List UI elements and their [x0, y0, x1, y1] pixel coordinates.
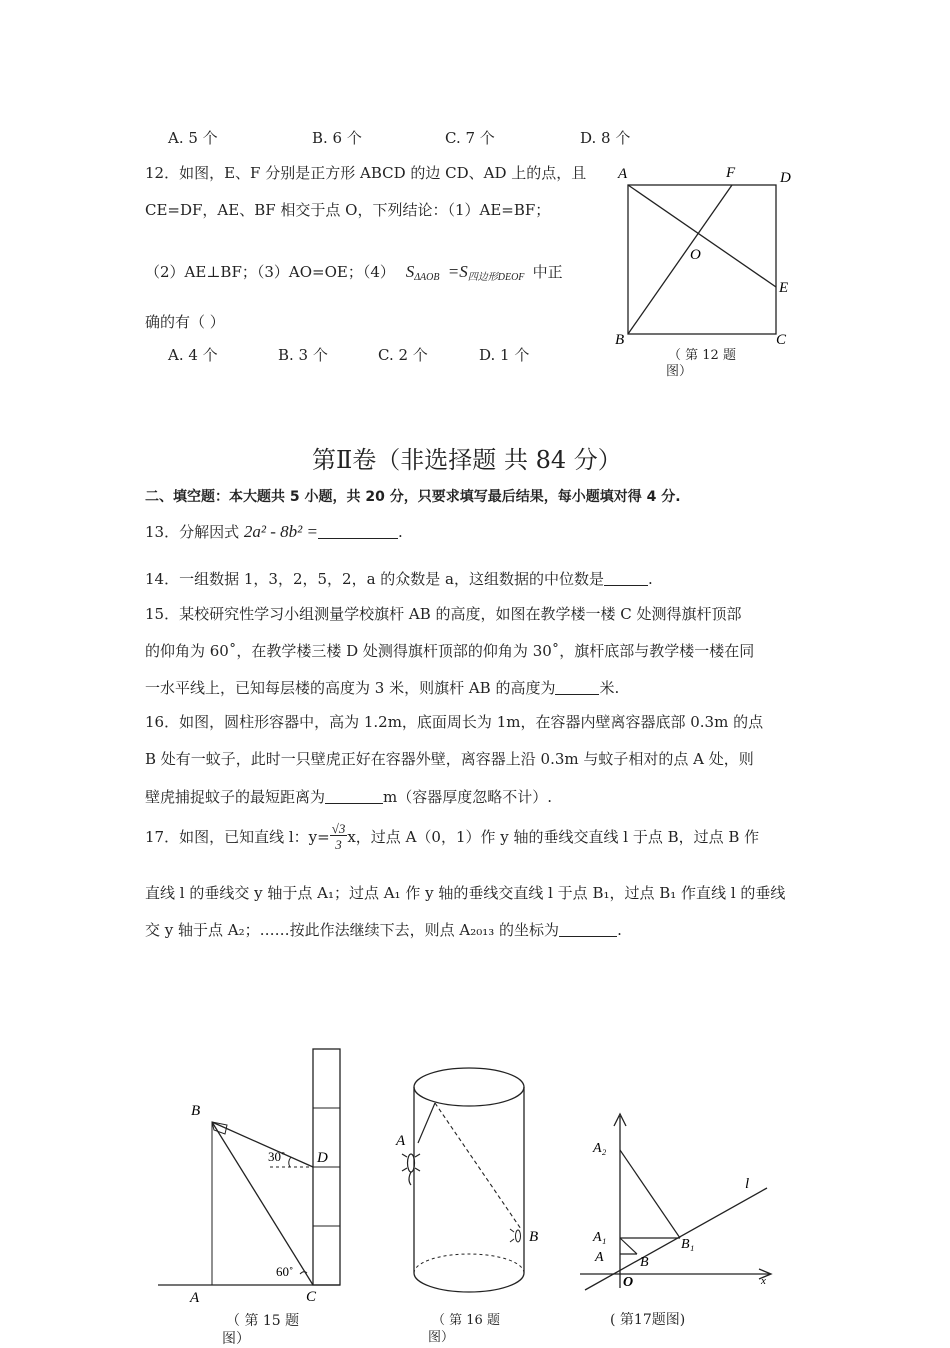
segment-bf: [628, 185, 732, 334]
q12-area-formula: $S_{\Delta AOB} =S_{四边形DEOF}$: [405, 262, 525, 283]
q17-answer-blank[interactable]: [559, 922, 617, 937]
cylinder-bottom-back: [414, 1254, 524, 1273]
q11-option-c: C. 7 个: [445, 129, 495, 147]
angle-30: 30˚: [268, 1149, 286, 1164]
gecko-icon: [402, 1154, 420, 1185]
label-a: A: [618, 166, 628, 182]
label-a: A: [595, 1250, 604, 1265]
q11-option-d: D. 8 个: [580, 129, 631, 147]
q15-line3: [145, 677, 619, 698]
label-x: x: [761, 1275, 766, 1287]
mosquito-icon: [510, 1229, 521, 1242]
sight-line-d: [212, 1122, 313, 1167]
q11-option-b: B. 6 个: [312, 129, 362, 147]
label-o: O: [623, 1275, 634, 1290]
label-b: B: [640, 1255, 649, 1270]
path-solid: [418, 1103, 435, 1143]
section2-title: 第Ⅱ卷（非选择题 共 84 分）: [312, 446, 622, 474]
label-a: A: [190, 1290, 200, 1306]
q17-line2: 直线 l 的垂线交 y 轴于点 A₁；过点 A₁ 作 y 轴的垂线交直线 l 于点 B₁，过点 B₁ 作直线 l 的垂线: [145, 884, 786, 902]
label-a: A: [396, 1133, 406, 1149]
label-d: D: [780, 170, 791, 186]
q12-option-a: A. 4 个: [168, 346, 218, 364]
q13-answer-blank[interactable]: [318, 524, 398, 539]
q13: [145, 521, 403, 542]
label-b1: B₁: [681, 1237, 695, 1252]
q12-stem-line1: 12．如图，E、F 分别是正方形 ABCD 的边 CD、AD 上的点，且: [145, 164, 587, 182]
q12-stem-line2: CE=DF，AE、BF 相交于点 O，下列结论：（1）AE=BF；: [145, 201, 551, 219]
q14-answer-blank[interactable]: [604, 571, 648, 586]
q15-figure: [150, 1040, 360, 1310]
segment-ae: [628, 185, 776, 287]
label-b: B: [191, 1103, 201, 1119]
q16-line3-text: 壁虎捕捉蚊子的最短距离为: [145, 788, 326, 806]
q12-stem-line3: [145, 261, 563, 283]
q15-caption-line1: （ 第 15 题: [226, 1313, 300, 1329]
q13-suffix: .: [397, 523, 403, 541]
label-b: B: [529, 1229, 539, 1245]
q17-line1-rest: x，过点 A（0，1）作 y 轴的垂线交直线 l 于点 B，过点 B 作: [347, 828, 760, 846]
q17-prefix: 17．如图，已知直线 l：y=: [145, 828, 330, 846]
q12-option-b: B. 3 个: [278, 346, 328, 364]
label-l: l: [745, 1176, 750, 1192]
q17-line3: [145, 919, 622, 940]
q17-suffix: .: [617, 921, 622, 939]
q15-suffix: 米.: [599, 679, 620, 697]
cylinder-top: [414, 1068, 524, 1106]
q16-caption-line1: （ 第 16 题: [432, 1313, 500, 1328]
q12-stem-line4: 确的有（ ）: [145, 313, 225, 331]
section2-instructions: 二、填空题：本大题共 5 小题，共 20 分，只要求填写最后结果，每小题填对得 4 分.: [145, 489, 681, 505]
q12-stem-line3-b: 中正: [532, 263, 563, 281]
q15-answer-blank[interactable]: [555, 680, 599, 695]
q12-caption-line2: 图）: [666, 364, 693, 379]
q11-option-a: A. 5 个: [168, 129, 218, 147]
q15-line2: 的仰角为 60˚，在教学楼三楼 D 处测得旗杆顶部的仰角为 30˚，旗杆底部与教学楼一楼在同: [145, 642, 755, 660]
square-abcd: [628, 185, 776, 334]
label-b: B: [615, 332, 625, 348]
q12-caption-line1: （ 第 12 题: [668, 348, 736, 363]
path-dashed: [435, 1103, 521, 1229]
q12-option-d: D. 1 个: [479, 346, 530, 364]
q16-answer-blank[interactable]: [325, 789, 383, 804]
q12-figure: [610, 160, 810, 350]
q17-caption: ( 第17题图): [610, 1312, 686, 1328]
q15-caption-line2: 图）: [222, 1331, 250, 1347]
q15-line3-text: 一水平线上，已知每层楼的高度为 3 米，则旗杆 AB 的高度为: [145, 679, 556, 697]
label-c: C: [306, 1289, 317, 1305]
label-c: C: [776, 332, 787, 348]
q16-caption-line2: 图）: [428, 1330, 455, 1345]
line-l: [585, 1188, 767, 1290]
q17-line3-text: 交 y 轴于点 A₂；……按此作法继续下去，则点 A₂₀₁₃ 的坐标为: [145, 921, 560, 939]
q14: [145, 568, 653, 589]
label-e: E: [779, 280, 789, 296]
q17-figure: [575, 1108, 785, 1308]
q13-expression: 2a² - 8b² =: [243, 522, 318, 541]
label-o: O: [690, 247, 701, 263]
label-a1: A₁: [593, 1230, 607, 1245]
label-d: D: [317, 1150, 328, 1166]
q13-prefix: 13．分解因式: [145, 523, 240, 541]
q16-figure: [390, 1055, 550, 1315]
label-f: F: [726, 165, 736, 181]
q12-stem-line3-a: （2）AE⊥BF；（3）AO=OE；（4）: [145, 263, 395, 281]
q14-suffix: .: [648, 570, 653, 588]
q16-line1: 16．如图，圆柱形容器中，高为 1.2m，底面周长为 1m，在容器内壁离容器底部 0.3m 的点: [145, 713, 764, 731]
q16-line3: [145, 786, 552, 807]
angle-60: 60˚: [276, 1264, 294, 1279]
q16-line2: B 处有一蚊子，此时一只壁虎正好在容器外壁，离容器上沿 0.3m 与蚊子相对的点 A 处，则: [145, 750, 754, 768]
q14-text: 14．一组数据 1，3，2，5，2，a 的众数是 a，这组数据的中位数是: [145, 570, 604, 588]
q16-suffix: m（容器厚度忽略不计）.: [383, 788, 553, 806]
q15-line1: 15．某校研究性学习小组测量学校旗杆 AB 的高度，如图在教学楼一楼 C 处测得旗杆顶部: [145, 605, 742, 623]
cylinder-bottom-front: [414, 1273, 524, 1292]
q17-line1: [145, 822, 759, 851]
label-a2: A₂: [593, 1141, 607, 1156]
q17-slope-fraction: $\frac{√3}{3}$: [331, 821, 346, 852]
sight-line-c: [212, 1122, 313, 1285]
q12-option-c: C. 2 个: [378, 346, 428, 364]
